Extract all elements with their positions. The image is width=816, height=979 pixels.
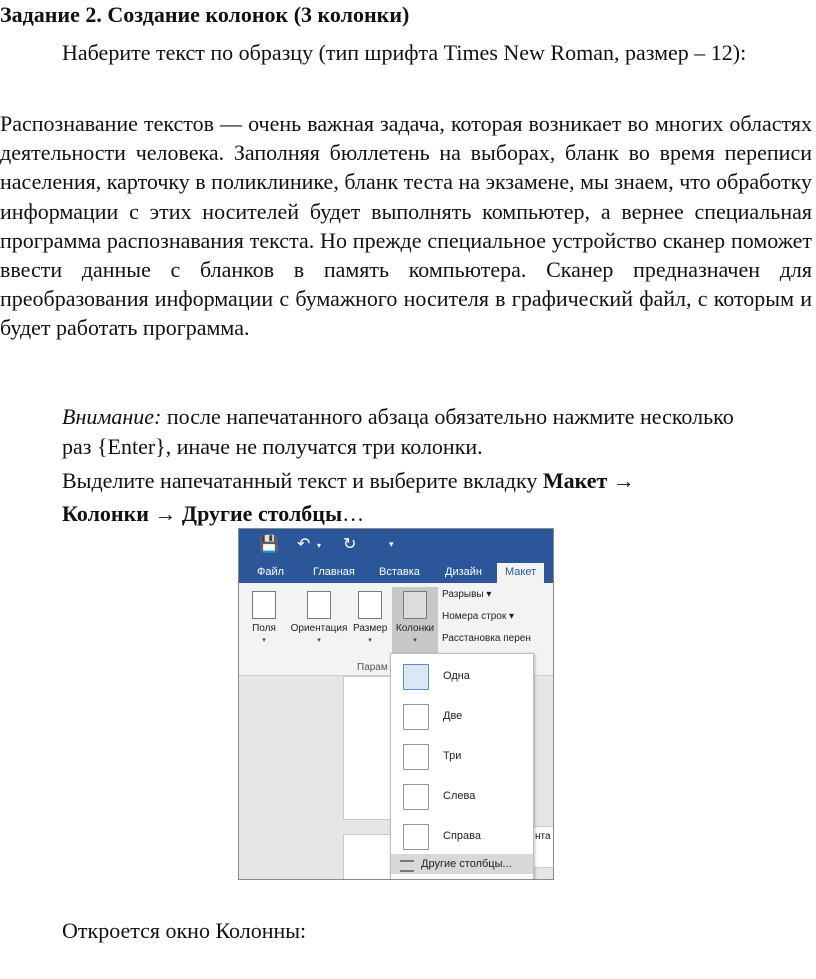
chevron-down-icon: ▾ <box>317 637 321 644</box>
menu-item-right-label: Справа <box>443 830 481 842</box>
menu-item-one-label: Одна <box>443 670 470 682</box>
note-line-1 <box>62 404 812 430</box>
undo-icon[interactable]: ↶ <box>297 536 311 553</box>
side-panel-fragment <box>531 826 554 868</box>
layout-path: Макет → <box>542 468 635 493</box>
task-instruction: Наберите текст по образцу (тип шрифта Times New Roman, размер – 12): <box>62 40 747 65</box>
select-line <box>62 468 812 494</box>
columns-button[interactable] <box>392 587 438 661</box>
note-label: Внимание: <box>62 404 162 429</box>
quick-access-toolbar <box>239 529 553 561</box>
side-fragment-text: нта <box>535 831 551 842</box>
menu-item-more-label: Другие столбцы... <box>421 858 512 870</box>
orientation-label: Ориентация <box>290 623 348 634</box>
note-line-2: раз {Enter}, иначе не получатся три колонки. <box>62 434 483 459</box>
more-columns-icon <box>400 860 414 872</box>
page-setup-group-label: Парам <box>357 662 388 673</box>
redo-icon[interactable]: ↻ <box>343 536 357 553</box>
tab-layout[interactable]: Макет <box>497 563 544 583</box>
hyphenation-button[interactable]: Расстановка перен <box>442 633 531 644</box>
word-screenshot <box>238 528 554 880</box>
columns-icon <box>403 591 427 619</box>
left-column-icon <box>403 784 429 810</box>
menu-item-three[interactable] <box>391 738 533 776</box>
save-icon[interactable]: 💾 <box>259 536 279 553</box>
ribbon-tabs <box>239 561 553 583</box>
menu-item-one[interactable] <box>391 658 533 696</box>
sample-text: Распознавание текстов — очень важная задача, которая возникает во многих областях деятельности человека. Заполняя бюллетень на выборах, бланк во время переписи населения, карточку в поликлинике, бланк теста на экзамене, мы знаем, что обработку информации с этих носителей будет выполнять компьютер, а вернее специальная программа распознавания текста. Но прежде специальное устройство сканер поможет ввести данные с бланков в память компьютера. Сканер предназначен для преобразования информации с бумажного носителя в графический файл, с которым и будет работать программа. <box>0 111 812 341</box>
menu-item-two-label: Две <box>443 710 463 722</box>
menu-item-more-columns[interactable] <box>391 854 533 874</box>
menu-item-left[interactable] <box>391 778 533 816</box>
tab-file[interactable]: Файл <box>257 566 285 578</box>
menu-item-three-label: Три <box>443 750 462 762</box>
size-button[interactable] <box>353 591 387 644</box>
chevron-down-icon: ▾ <box>368 637 372 644</box>
two-columns-icon <box>403 704 429 730</box>
columns-line <box>62 501 812 527</box>
margins-label: Поля <box>252 623 276 634</box>
menu-item-right[interactable] <box>391 818 533 856</box>
ellipsis: … <box>342 501 365 526</box>
chevron-down-icon: ▾ <box>413 637 417 644</box>
columns-label: Колонки <box>395 623 435 634</box>
orientation-button[interactable] <box>287 591 351 644</box>
line-numbers-button[interactable]: Номера строк ▾ <box>442 611 514 622</box>
margins-button[interactable] <box>247 591 281 644</box>
tab-insert[interactable]: Вставка <box>379 566 420 578</box>
tab-design[interactable]: Дизайн <box>445 566 482 578</box>
chevron-down-icon: ▾ <box>262 637 266 644</box>
footer-text: Откроется окно Колонны: <box>62 918 307 943</box>
columns-dropdown-menu <box>390 653 534 880</box>
menu-item-left-label: Слева <box>443 790 476 802</box>
size-icon <box>358 591 382 619</box>
three-columns-icon <box>403 744 429 770</box>
columns-path: Колонки → Другие столбцы <box>62 501 343 526</box>
tab-home[interactable]: Главная <box>313 566 355 578</box>
size-label: Размер <box>353 623 388 634</box>
breaks-button[interactable]: Разрывы ▾ <box>442 589 492 600</box>
right-column-icon <box>403 824 429 850</box>
task-title: Задание 2. Создание колонок (3 колонки) <box>0 2 410 27</box>
margins-icon <box>252 591 276 619</box>
customize-qat-icon[interactable]: ▾ <box>389 539 394 549</box>
orientation-icon <box>307 591 331 619</box>
one-column-icon <box>403 664 429 690</box>
undo-dropdown-icon[interactable]: ▾ <box>317 541 322 550</box>
menu-item-two[interactable] <box>391 698 533 736</box>
note-text-1: после напечатанного абзаца обязательно нажмите несколько <box>161 404 734 429</box>
select-text: Выделите напечатанный текст и выберите вкладку <box>62 468 543 493</box>
